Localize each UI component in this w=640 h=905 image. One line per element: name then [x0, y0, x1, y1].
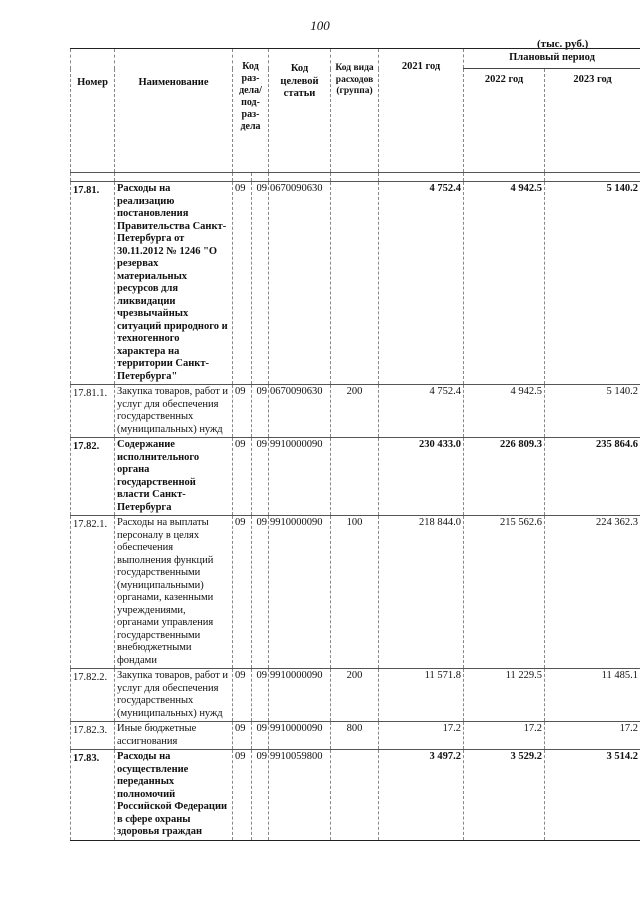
row-expense-type: [331, 750, 379, 841]
row-article: 0670090630: [269, 182, 331, 385]
header-article-code: Код целевой статьи: [269, 49, 331, 173]
units-label: (тыс. руб.): [537, 38, 589, 50]
row-section: 09: [233, 722, 252, 750]
page-number: 100: [310, 18, 330, 33]
row-name: Иные бюджетные ассигнования: [115, 722, 233, 750]
row-2022: 226 809.3: [464, 438, 545, 516]
header-section-code: Код раз-дела/ под-раз-дела: [233, 49, 269, 173]
row-section: 09: [233, 385, 252, 438]
table-row-4: [71, 516, 640, 669]
row-2022: 11 229.5: [464, 669, 545, 722]
row-article: 9910000090: [269, 516, 331, 669]
row-expense-type: 200: [331, 385, 379, 438]
row-section: 09: [233, 438, 252, 516]
row-2023: 5 140.2: [545, 182, 640, 385]
table-row-5: [71, 669, 640, 722]
budget-table: [70, 48, 640, 841]
row-name: Расходы на реализацию постановления Правительства Санкт-Петербурга от 30.11.2012 № 1246 "О резервах материальных ресурсов для ликвидации чрезвычайных ситуаций природного и техногенного характера на территории Санкт-Петербурга": [115, 182, 233, 385]
row-number: 17.83.: [71, 750, 115, 841]
row-number: 17.81.: [71, 182, 115, 385]
header-spacer-row: [71, 173, 640, 182]
row-2023: 17.2: [545, 722, 640, 750]
header-name: Наименование: [115, 49, 233, 173]
header-number: Номер: [71, 49, 115, 173]
row-name: Закупка товаров, работ и услуг для обеспечения государственных (муниципальных) нужд: [115, 669, 233, 722]
row-2023: 11 485.1: [545, 669, 640, 722]
row-subsection: 09: [252, 182, 269, 385]
row-name: Расходы на выплаты персоналу в целях обеспечения выполнения функций государственными (муниципальными) органами, казенными учреждениями, органами управления государственными внебюджетными фондами: [115, 516, 233, 669]
row-article: 9910000090: [269, 438, 331, 516]
table-row-1: [71, 182, 640, 385]
row-number: 17.81.1.: [71, 385, 115, 438]
row-2021: 230 433.0: [379, 438, 464, 516]
row-number: 17.82.: [71, 438, 115, 516]
row-2022: 4 942.5: [464, 385, 545, 438]
row-2022: 3 529.2: [464, 750, 545, 841]
table-row-6: [71, 722, 640, 750]
row-name: Закупка товаров, работ и услуг для обеспечения государственных (муниципальных) нужд: [115, 385, 233, 438]
row-subsection: 09: [252, 722, 269, 750]
row-2021: 218 844.0: [379, 516, 464, 669]
row-article: 9910000090: [269, 722, 331, 750]
table-row-3: [71, 438, 640, 516]
row-section: 09: [233, 182, 252, 385]
header-expense-type: Код вида расходов (группа): [331, 49, 379, 173]
row-2023: 3 514.2: [545, 750, 640, 841]
row-number: 17.82.1.: [71, 516, 115, 669]
row-2021: 3 497.2: [379, 750, 464, 841]
row-section: 09: [233, 516, 252, 669]
row-2022: 215 562.6: [464, 516, 545, 669]
row-2023: 5 140.2: [545, 385, 640, 438]
row-subsection: 09: [252, 669, 269, 722]
row-section: 09: [233, 669, 252, 722]
row-expense-type: [331, 438, 379, 516]
table-body: [71, 173, 640, 841]
header-year-2021: 2021 год: [379, 49, 464, 173]
row-2021: 4 752.4: [379, 385, 464, 438]
row-2022: 4 942.5: [464, 182, 545, 385]
row-subsection: 09: [252, 438, 269, 516]
table-row-2: [71, 385, 640, 438]
row-2021: 11 571.8: [379, 669, 464, 722]
row-article: 0670090630: [269, 385, 331, 438]
row-number: 17.82.3.: [71, 722, 115, 750]
row-subsection: 09: [252, 516, 269, 669]
table-row-7: [71, 750, 640, 841]
row-number: 17.82.2.: [71, 669, 115, 722]
row-subsection: 09: [252, 385, 269, 438]
row-2023: 224 362.3: [545, 516, 640, 669]
row-2023: 235 864.6: [545, 438, 640, 516]
row-expense-type: 200: [331, 669, 379, 722]
header-planning-period: Плановый период: [464, 49, 640, 69]
row-2021: 4 752.4: [379, 182, 464, 385]
row-article: 9910059800: [269, 750, 331, 841]
row-article: 9910000090: [269, 669, 331, 722]
header-year-2023: 2023 год: [545, 69, 640, 173]
row-name: Расходы на осуществление переданных полномочий Российской Федерации в сфере охраны здоровья граждан: [115, 750, 233, 841]
row-expense-type: 800: [331, 722, 379, 750]
row-expense-type: [331, 182, 379, 385]
row-name: Содержание исполнительного органа государственной власти Санкт-Петербурга: [115, 438, 233, 516]
row-2021: 17.2: [379, 722, 464, 750]
row-section: 09: [233, 750, 252, 841]
table-header: [71, 49, 640, 173]
row-subsection: 09: [252, 750, 269, 841]
row-2022: 17.2: [464, 722, 545, 750]
header-year-2022: 2022 год: [464, 69, 545, 173]
row-expense-type: 100: [331, 516, 379, 669]
